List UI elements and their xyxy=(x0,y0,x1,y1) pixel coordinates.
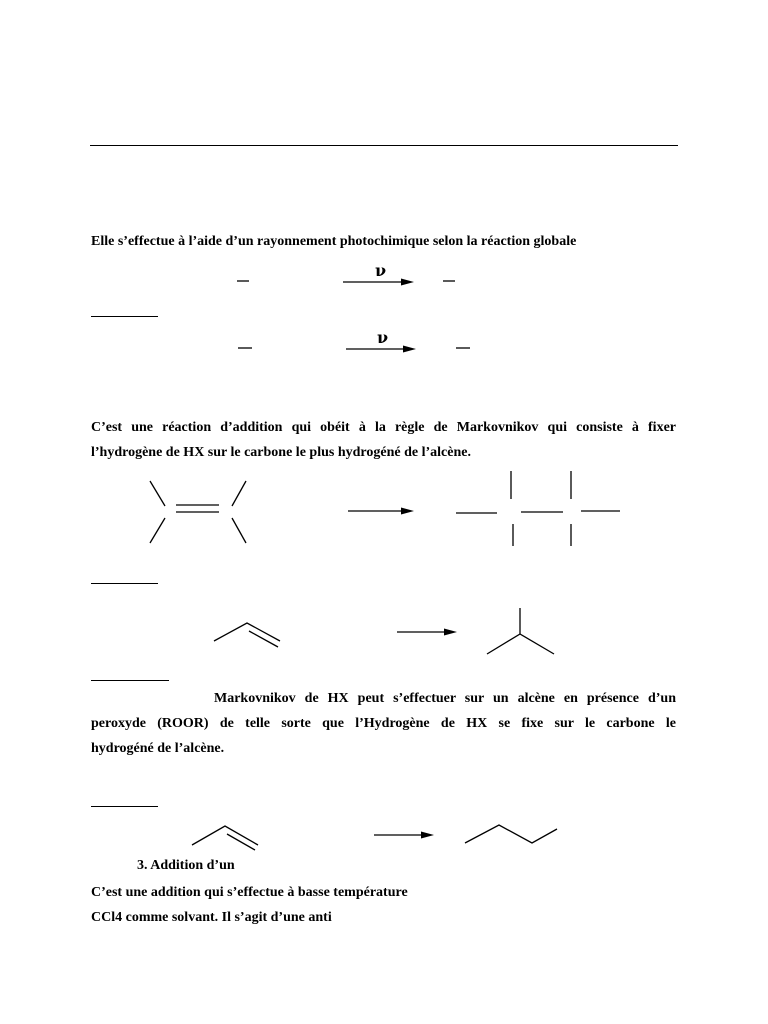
alkene-structure xyxy=(150,481,246,543)
anti-markovnikov-line-1: Markovnikov de HX peut s’effectuer sur un alcène en présence d’un xyxy=(214,691,676,706)
anti-markovnikov-line-3: hydrogéné de l’alcène. xyxy=(91,741,225,756)
reaction-arrow-head xyxy=(403,346,416,353)
addition-product-structure xyxy=(456,471,620,546)
addition-arrow xyxy=(348,508,414,515)
markovnikov-arrow xyxy=(397,629,457,636)
propene-structure-2 xyxy=(192,826,258,850)
markovnikov-line-2: l’hydrogène de HX sur le carbone le plus hydrogéné de l’alcène. xyxy=(91,445,471,460)
markovnikov-line-1: C’est une réaction d’addition qui obéit à la règle de Markovnikov qui consiste à fixer xyxy=(91,420,676,435)
section-text-line-2: CCl4 comme solvant. Il s’agit d’une anti xyxy=(91,910,332,925)
anti-markovnikov-line-2: peroxyde (ROOR) de telle sorte que l’Hydrogène de HX se fixe sur le carbone le xyxy=(91,716,676,731)
photochemical-reaction-1 xyxy=(237,279,455,286)
nu-symbol-2: ν xyxy=(377,328,389,347)
section-text-line-1: C’est une addition qui s’effectue à basse température xyxy=(91,885,408,900)
section-heading: 3. Addition d’un xyxy=(137,858,235,873)
intro-text: Elle s’effectue à l’aide d’un rayonnement photochimique selon la réaction globale xyxy=(91,234,577,249)
markovnikov-product-structure xyxy=(487,608,554,654)
propene-structure xyxy=(214,623,280,647)
anti-markovnikov-arrow xyxy=(374,832,434,839)
photochemical-reaction-2 xyxy=(238,346,470,353)
anti-markovnikov-product-structure xyxy=(465,825,557,843)
reaction-arrow-head xyxy=(401,279,414,286)
nu-symbol-1: ν xyxy=(375,261,387,280)
